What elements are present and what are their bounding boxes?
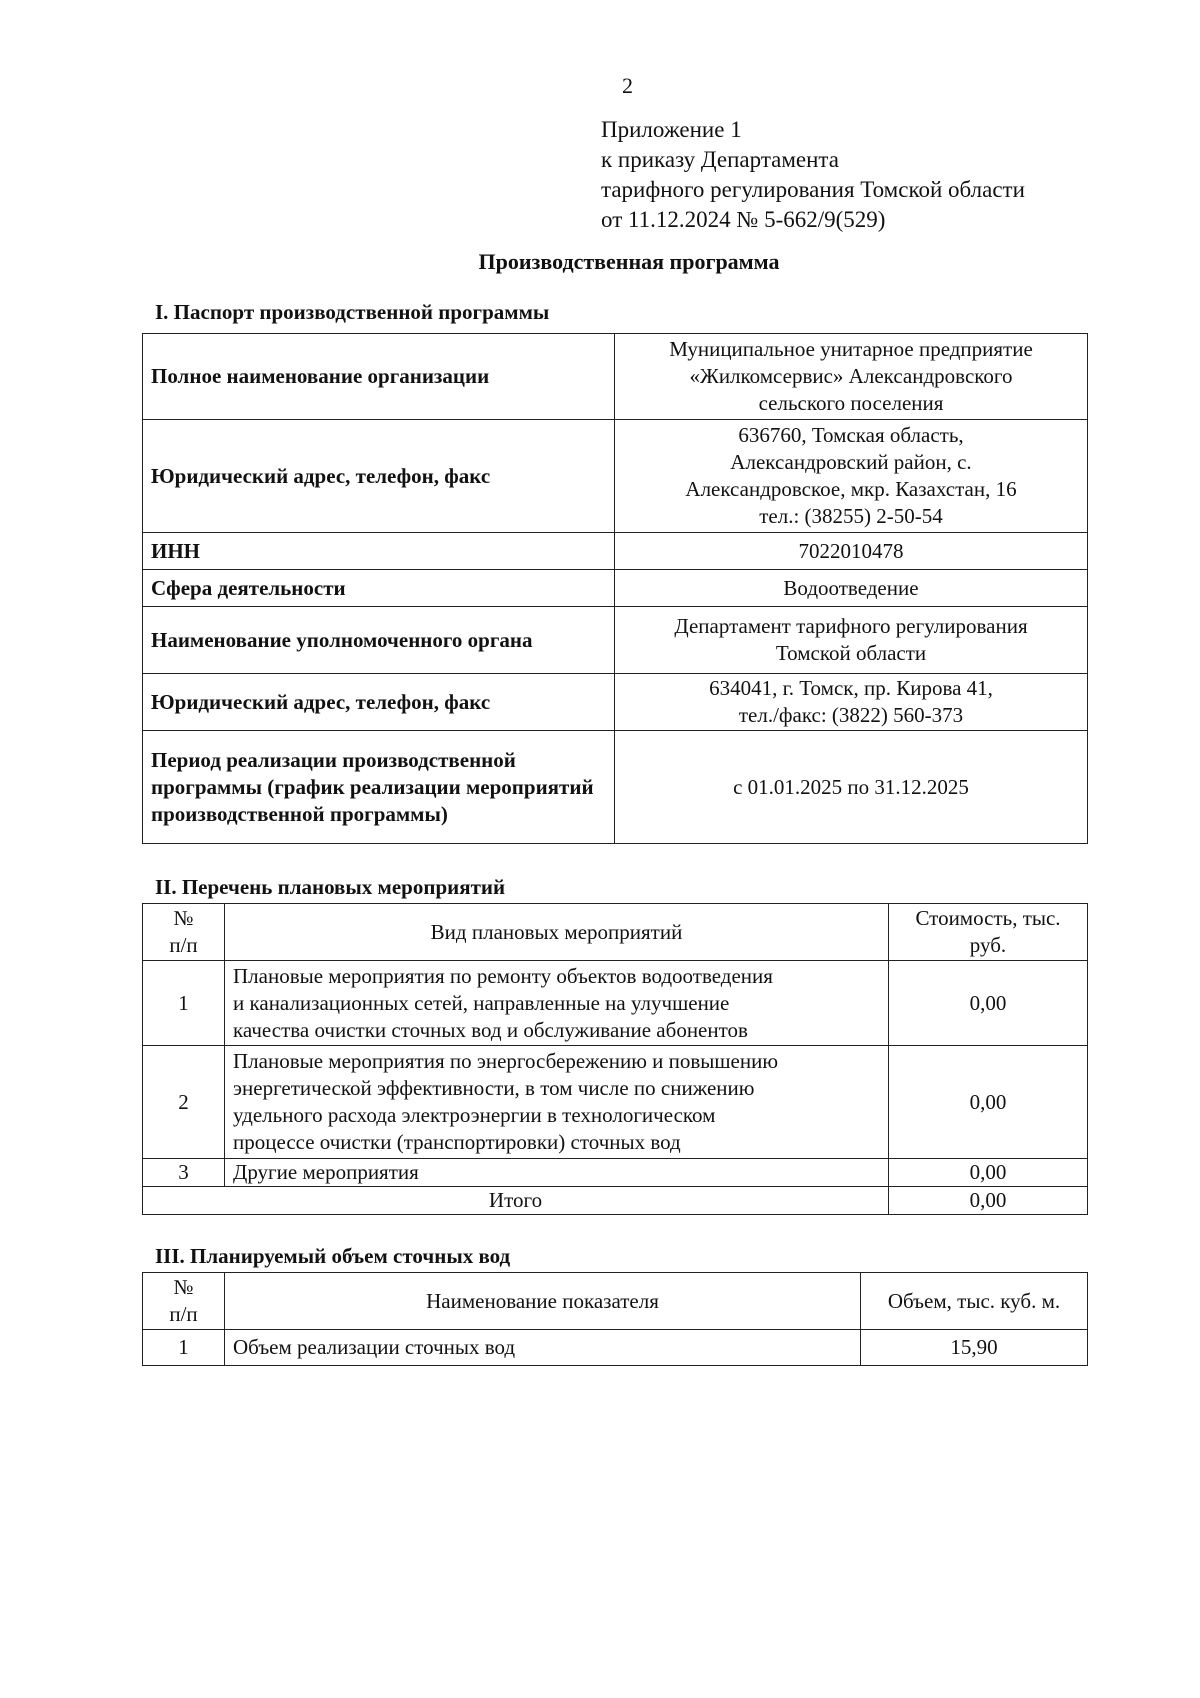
value-line: 636760, Томская область, bbox=[738, 423, 964, 447]
table-row bbox=[143, 570, 1088, 607]
name-line: Плановые мероприятия по энергосбережению и повышению bbox=[233, 1049, 779, 1073]
table-row bbox=[143, 731, 1088, 844]
passport-value bbox=[615, 607, 1088, 674]
passport-label: Полное наименование организации bbox=[143, 334, 615, 420]
value-line: тел./факс: (3822) 560-373 bbox=[738, 703, 964, 727]
passport-label: Юридический адрес, телефон, факс bbox=[143, 420, 615, 533]
row-number: 1 bbox=[143, 1330, 225, 1366]
total-row bbox=[143, 1187, 1088, 1215]
passport-value bbox=[615, 533, 1088, 570]
table-row bbox=[143, 1046, 1088, 1159]
value-line: Водоотведение bbox=[783, 575, 919, 600]
header-cell bbox=[143, 1273, 225, 1330]
indicator-name: Объем реализации сточных вод bbox=[225, 1330, 861, 1366]
value-line: Томской области bbox=[775, 641, 927, 665]
measure-name: Другие мероприятия bbox=[225, 1159, 889, 1187]
value-line: сельского поселения bbox=[758, 391, 944, 415]
appendix-block bbox=[601, 115, 1025, 235]
measure-name bbox=[225, 961, 889, 1046]
passport-label: ИНН bbox=[143, 533, 615, 570]
header-cell bbox=[143, 904, 225, 961]
value-line: 634041, г. Томск, пр. Кирова 41, bbox=[709, 676, 993, 700]
value-line: Департамент тарифного регулирования bbox=[674, 614, 1028, 638]
header-cell bbox=[889, 904, 1088, 961]
table-header-row bbox=[143, 1273, 1088, 1330]
passport-value bbox=[615, 420, 1088, 533]
volume-table bbox=[142, 1272, 1088, 1366]
section2-heading: II. Перечень плановых мероприятий bbox=[155, 875, 506, 899]
value-line: «Жилкомсервис» Александровского bbox=[689, 364, 1013, 388]
measure-cost: 0,00 bbox=[889, 1046, 1088, 1159]
total-cost: 0,00 bbox=[889, 1187, 1088, 1215]
header-line: п/п bbox=[169, 1302, 198, 1326]
page-number: 2 bbox=[622, 73, 633, 98]
passport-label: Период реализации производственной программы (график реализации мероприятий производственной программы) bbox=[143, 731, 615, 844]
table-row bbox=[143, 420, 1088, 533]
table-row bbox=[143, 961, 1088, 1046]
passport-table bbox=[142, 333, 1088, 844]
passport-value bbox=[615, 674, 1088, 731]
passport-label: Юридический адрес, телефон, факс bbox=[143, 674, 615, 731]
row-number: 2 bbox=[143, 1046, 225, 1159]
table-row bbox=[143, 533, 1088, 570]
passport-label: Наименование уполномоченного органа bbox=[143, 607, 615, 674]
header-line: № bbox=[173, 1275, 194, 1299]
appendix-line: от 11.12.2024 № 5-662/9(529) bbox=[601, 207, 886, 232]
appendix-line: Приложение 1 bbox=[601, 117, 742, 142]
appendix-line: к приказу Департамента bbox=[601, 147, 839, 172]
header-line: п/п bbox=[169, 933, 198, 957]
passport-value bbox=[615, 570, 1088, 607]
section3-heading: III. Планируемый объем сточных вод bbox=[155, 1244, 511, 1268]
value-line: Александровское, мкр. Казахстан, 16 bbox=[685, 477, 1017, 501]
table-row bbox=[143, 334, 1088, 420]
passport-value bbox=[615, 731, 1088, 844]
section1-heading: I. Паспорт производственной программы bbox=[155, 300, 550, 324]
passport-label: Сфера деятельности bbox=[143, 570, 615, 607]
row-number: 3 bbox=[143, 1159, 225, 1187]
header-line: № bbox=[173, 906, 194, 930]
value-line: тел.: (38255) 2-50-54 bbox=[759, 504, 943, 528]
passport-value bbox=[615, 334, 1088, 420]
header-cell: Вид плановых мероприятий bbox=[225, 904, 889, 961]
table-row bbox=[143, 607, 1088, 674]
indicator-volume: 15,90 bbox=[861, 1330, 1088, 1366]
name-line: энергетической эффективности, в том числе по снижению bbox=[233, 1076, 755, 1100]
header-cell: Объем, тыс. куб. м. bbox=[861, 1273, 1088, 1330]
table-row bbox=[143, 674, 1088, 731]
value-line: Муниципальное унитарное предприятие bbox=[669, 337, 1033, 361]
value-line: с 01.01.2025 по 31.12.2025 bbox=[733, 774, 969, 799]
name-line: качества очистки сточных вод и обслуживание абонентов bbox=[233, 1017, 748, 1042]
name-line: Плановые мероприятия по ремонту объектов водоотведения bbox=[233, 963, 773, 988]
measure-name bbox=[225, 1046, 889, 1159]
table-row bbox=[143, 1330, 1088, 1366]
value-line: 7022010478 bbox=[798, 538, 904, 563]
header-line: Стоимость, тыс. bbox=[915, 906, 1061, 930]
measures-table bbox=[142, 903, 1088, 1215]
total-label: Итого bbox=[143, 1187, 889, 1215]
header-line: руб. bbox=[969, 933, 1007, 957]
measure-cost: 0,00 bbox=[889, 961, 1088, 1046]
header-cell: Наименование показателя bbox=[225, 1273, 861, 1330]
name-line: процессе очистки (транспортировки) сточных вод bbox=[233, 1130, 681, 1154]
row-number: 1 bbox=[143, 961, 225, 1046]
name-line: и канализационных сетей, направленные на улучшение bbox=[233, 990, 730, 1015]
appendix-line: тарифного регулирования Томской области bbox=[601, 177, 1025, 202]
name-line: удельного расхода электроэнергии в технологическом bbox=[233, 1103, 716, 1127]
document-title: Производственная программа bbox=[478, 249, 780, 274]
value-line: Александровский район, с. bbox=[730, 450, 972, 474]
measure-cost: 0,00 bbox=[889, 1159, 1088, 1187]
table-header-row bbox=[143, 904, 1088, 961]
table-row bbox=[143, 1159, 1088, 1187]
